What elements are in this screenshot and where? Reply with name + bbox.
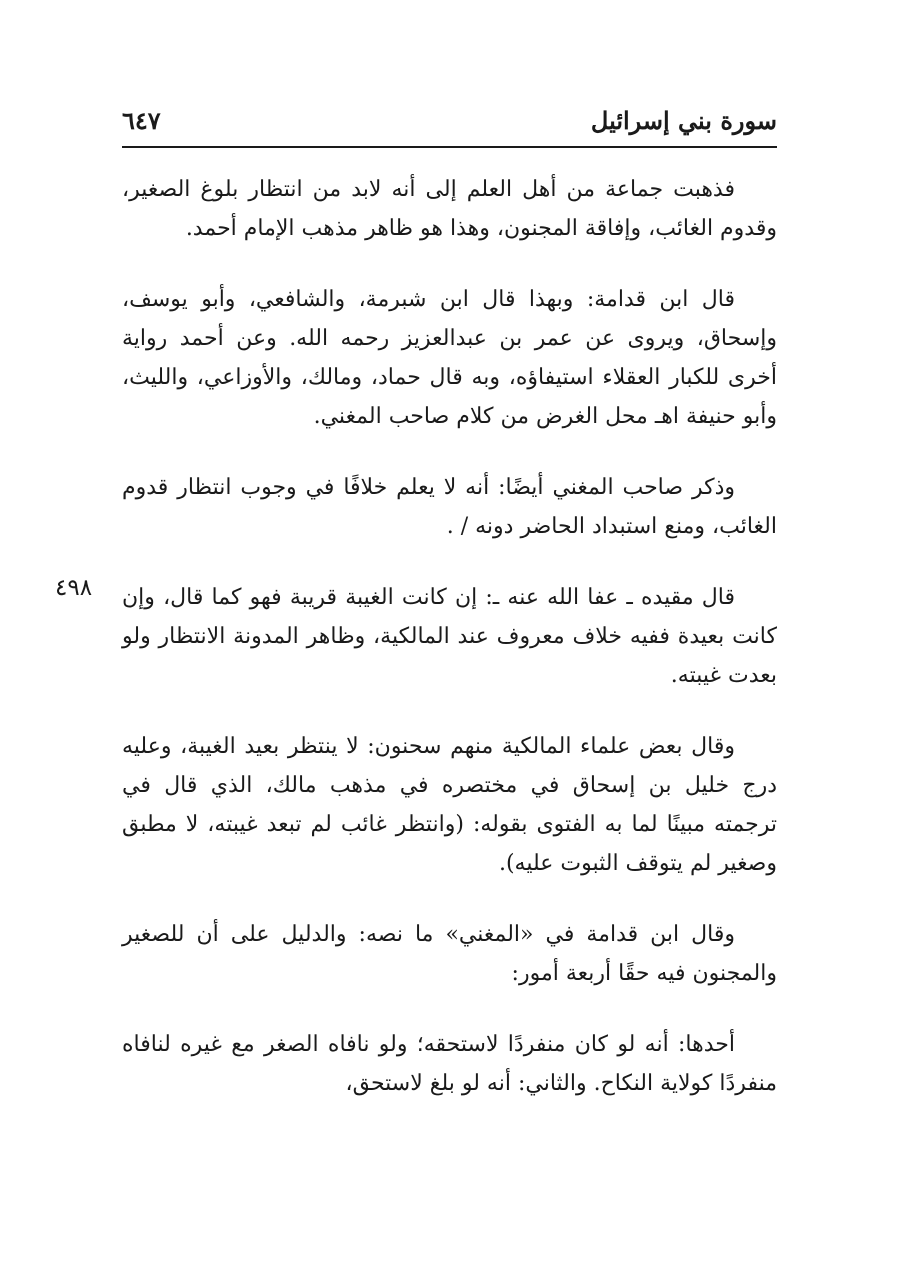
margin-page-reference: ٤٩٨ [55, 575, 93, 601]
paragraph: أحدها: أنه لو كان منفردًا لاستحقه؛ ولو نافاه الصغر مع غيره لنافاه منفردًا كولاية النكاح. والثاني: أنه لو بلغ لاستحق، [122, 1032, 777, 1096]
running-title: سورة بني إسرائيل [590, 106, 777, 135]
paragraph: قال مقيده ـ عفا الله عنه ـ: إن كانت الغيبة قريبة فهو كما قال، وإن كانت بعيدة ففيه خلاف معروف عند المالكية، وظاهر المدونة الانتظار ولو بعدت غيبته. [122, 585, 777, 688]
paragraph: وذكر صاحب المغني أيضًا: أنه لا يعلم خلافًا في وجوب انتظار قدوم الغائب، ومنع استبداد الحاضر دونه / . [122, 475, 777, 539]
paragraph: قال ابن قدامة: وبهذا قال ابن شبرمة، والشافعي، وأبو يوسف، وإسحاق، ويروى عن عمر بن عبدالعزيز رحمه الله. وعن أحمد رواية أخرى للكبار العقلاء استيفاؤه، وبه قال حماد، ومالك، والأوزاعي، والليث، وأبو حنيفة اهـ محل الغرض من كلام صاحب المغني. [122, 287, 777, 429]
paragraph: فذهبت جماعة من أهل العلم إلى أنه لابد من انتظار بلوغ الصغير، وقدوم الغائب، وإفاقة المجنون، وهذا هو ظاهر مذهب الإمام أحمد. [122, 177, 777, 241]
page-number: ٦٤٧ [122, 106, 161, 135]
body-text [122, 170, 777, 1135]
page-header [122, 106, 777, 148]
paragraph: وقال بعض علماء المالكية منهم سحنون: لا ينتظر بعيد الغيبة، وعليه درج خليل بن إسحاق في مختصره في مذهب مالك، الذي قال في ترجمته مبينًا لما به الفتوى بقوله: (وانتظر غائب لم تبعد غيبته، لا مطبق وصغير لم يتوقف الثبوت عليه). [122, 734, 777, 876]
paragraph: وقال ابن قدامة في «المغني» ما نصه: والدليل على أن للصغير والمجنون فيه حقًا أربعة أمور: [122, 922, 777, 986]
